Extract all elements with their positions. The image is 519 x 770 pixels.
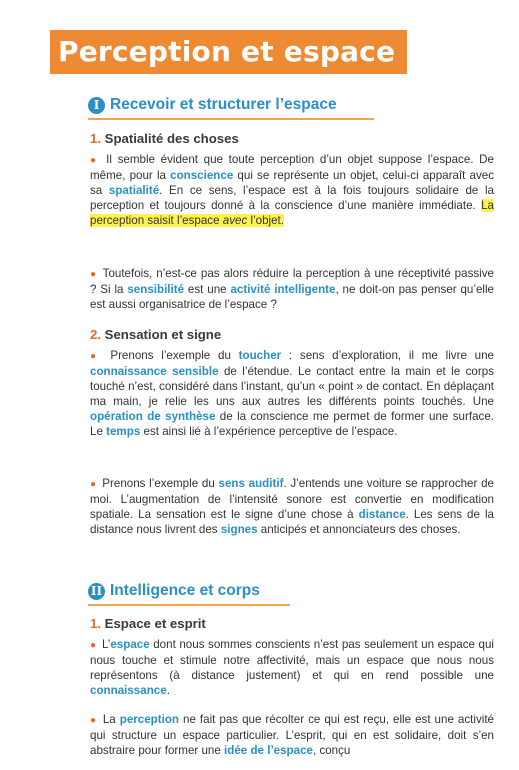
- highlighted-sentence: La perception saisit l’espace avec l’objet.: [90, 199, 494, 228]
- section-numeral-badge: II: [88, 583, 105, 600]
- subsection-title: Sensation et signe: [104, 327, 222, 342]
- keyword: sensibilité: [127, 283, 185, 297]
- paragraph: ● L’espace dont nous sommes conscients n’est pas seulement un espace qui nous touche et stimule notre affectivité, mais un espace que nous nous représentons (à distance justement) et qui en rend possible une connaissance.: [90, 638, 494, 698]
- paragraph: ● Prenons l’exemple du toucher : sens d’exploration, il me livre une connaissance sensible de l’étendue. Le contact entre la main et le corps touché n’est, considéré dans l’instant, qu’un « point » de contact. En déplaçant ma main, je relie les uns aux autres les différents points touchés. Une opération de synthèse de la conscience me permet de former une surface. Le temps est ainsi lié à l’expérience perceptive de l’espace.: [90, 349, 495, 439]
- subsection-heading: [90, 131, 239, 146]
- section-title: Intelligence et corps: [110, 582, 260, 599]
- subsection-number: 1.: [90, 616, 101, 631]
- section-title: Recevoir et structurer l’espace: [110, 96, 337, 113]
- keyword: activité intelligente: [230, 283, 336, 297]
- keyword: conscience: [170, 169, 234, 183]
- subsection-title: Espace et esprit: [104, 616, 206, 631]
- paragraph: ● Il semble évident que toute perception d’un objet suppose l’espace. De même, pour la conscience qui se représente un objet, celui-ci apparaît avec sa spatialité. En ce sens, l’espace est à la fois toujours solidaire de la perception et toujours donné à la conscience d’une manière immédiate. La perception saisit l’espace avec l’objet.: [90, 153, 495, 228]
- keyword: signes: [220, 523, 258, 537]
- keyword: spatialité: [108, 184, 160, 198]
- paragraph: ● La perception ne fait pas que récolter ce qui est reçu, elle est une activité qui structure un espace particulier. L’esprit, qui en est solidaire, doit s’en abstraire pour former une idée de l’espace, conçu: [90, 713, 494, 758]
- keyword: espace: [110, 638, 150, 651]
- bullet-icon: ●: [90, 640, 97, 651]
- section-underline: [88, 604, 290, 606]
- chapter-banner: [50, 30, 407, 74]
- paragraph: ● Prenons l’exemple du sens auditif. J’entends une voiture se rapprocher de moi. L’augmentation de l’intensité sonore est convertie en modification spatiale. La sensation est le signe d’une chose à distance. Les sens de la distance nous livrent des signes anticipés et annonciateurs des choses.: [90, 477, 494, 537]
- keyword: perception: [119, 713, 179, 726]
- bullet-icon: ●: [90, 715, 97, 726]
- keyword: connaissance: [90, 684, 167, 698]
- bullet-icon: ●: [90, 351, 101, 362]
- section-heading-2: [88, 579, 260, 603]
- bullet-icon: ●: [90, 479, 97, 490]
- keyword: temps: [106, 425, 141, 439]
- bullet-icon: ●: [90, 155, 99, 166]
- keyword: connaissance sensible: [90, 365, 219, 379]
- subsection-number: 2.: [90, 327, 101, 342]
- section-numeral-badge: I: [88, 97, 105, 114]
- paragraph: ● Toutefois, n’est-ce pas alors réduire la perception à une réceptivité passive ? Si la sensibilité est une activité intelligente, ne doit-on pas penser qu’elle est aussi organisatrice de l’espace ?: [90, 267, 494, 312]
- section-heading-1: [88, 93, 337, 117]
- bullet-icon: ●: [90, 269, 97, 280]
- keyword: idée de l’espace: [224, 744, 313, 758]
- subsection-number: 1.: [90, 131, 101, 146]
- subsection-heading: [90, 616, 206, 631]
- keyword: toucher: [238, 349, 282, 362]
- section-underline: [88, 118, 374, 120]
- subsection-heading: [90, 327, 221, 342]
- chapter-title: Perception et espace: [58, 35, 396, 68]
- keyword: sens auditif: [218, 477, 284, 490]
- subsection-title: Spatialité des choses: [104, 131, 239, 146]
- keyword: distance: [358, 508, 406, 522]
- keyword: opération de synthèse: [90, 410, 216, 424]
